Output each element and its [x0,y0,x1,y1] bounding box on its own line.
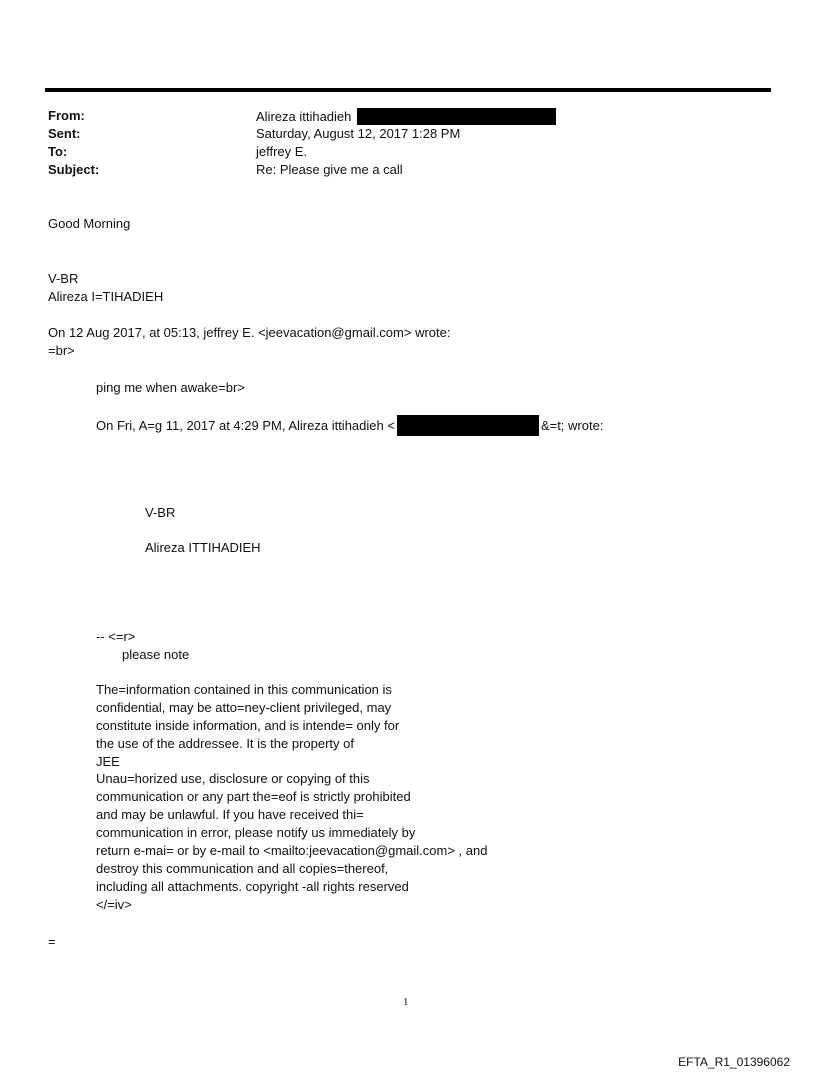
disclaimer-line: </=iv> [96,896,132,912]
page-number: 1 [403,996,409,1008]
on-fri-suffix: &=t; wrote: [540,417,604,433]
sent-value: Saturday, August 12, 2017 1:28 PM [256,126,461,141]
disclaimer-line: The=information contained in this communication is [96,682,392,697]
quote-intro: On 12 Aug 2017, at 05:13, jeffrey E. <jeevacation@gmail.com> wrote: [48,325,451,340]
disclaimer-line: and may be unlawful. If you have received thi= [96,807,364,823]
inner-signature-2: Alireza ITTIHADIEH [145,540,261,555]
redaction-box [397,415,539,436]
from-value: Alireza ittihadieh [256,108,352,124]
on-fri-row [96,415,603,436]
document-id: EFTA_R1_01396062 [678,1055,790,1069]
disclaimer-line: destroy this communication and all copies=thereof, [96,860,389,876]
dash-line: -- <=r> [96,629,136,644]
disclaimer-line: including all attachments. copyright -all rights reserved [96,878,409,894]
sent-label: Sent: [48,126,81,141]
ping-message: ping me when awake=br> [96,380,245,395]
redaction-box [357,108,556,125]
disclaimer [96,681,487,914]
trailing-equals: = [48,934,56,949]
disclaimer-line: communication or any part the=eof is strictly prohibited [96,789,411,805]
disclaimer-line: return e-mai= or by e-mail to <mailto:jeevacation@gmail.com> , and [96,843,488,859]
disclaimer-line: communication in error, please notify us immediately by [96,825,416,841]
signature-line-2: Alireza I=TIHADIEH [48,289,164,304]
subject-label: Subject: [48,162,100,177]
greeting: Good Morning [48,216,131,231]
on-fri-prefix: On Fri, A=g 11, 2017 at 4:29 PM, Alireza ittihadieh < [96,417,395,433]
signature-line-1: V-BR [48,271,79,286]
please-note: please note [122,647,190,662]
disclaimer-line: confidential, may be atto=ney-client privileged, may [96,699,392,715]
disclaimer-line: the use of the addressee. It is the property of [96,735,354,751]
from-row [256,108,556,125]
disclaimer-line: Unau=horized use, disclosure or copying of this [96,771,370,787]
from-label: From: [48,108,85,123]
to-value: jeffrey E. [256,144,308,159]
quote-br: =br> [48,343,75,358]
inner-signature-1: V-BR [145,505,176,520]
disclaimer-line: constitute inside information, and is intende= only for [96,717,400,733]
disclaimer-line: JEE [96,753,120,769]
header-rule [45,88,771,92]
to-label: To: [48,144,68,159]
subject-value: Re: Please give me a call [256,162,403,177]
